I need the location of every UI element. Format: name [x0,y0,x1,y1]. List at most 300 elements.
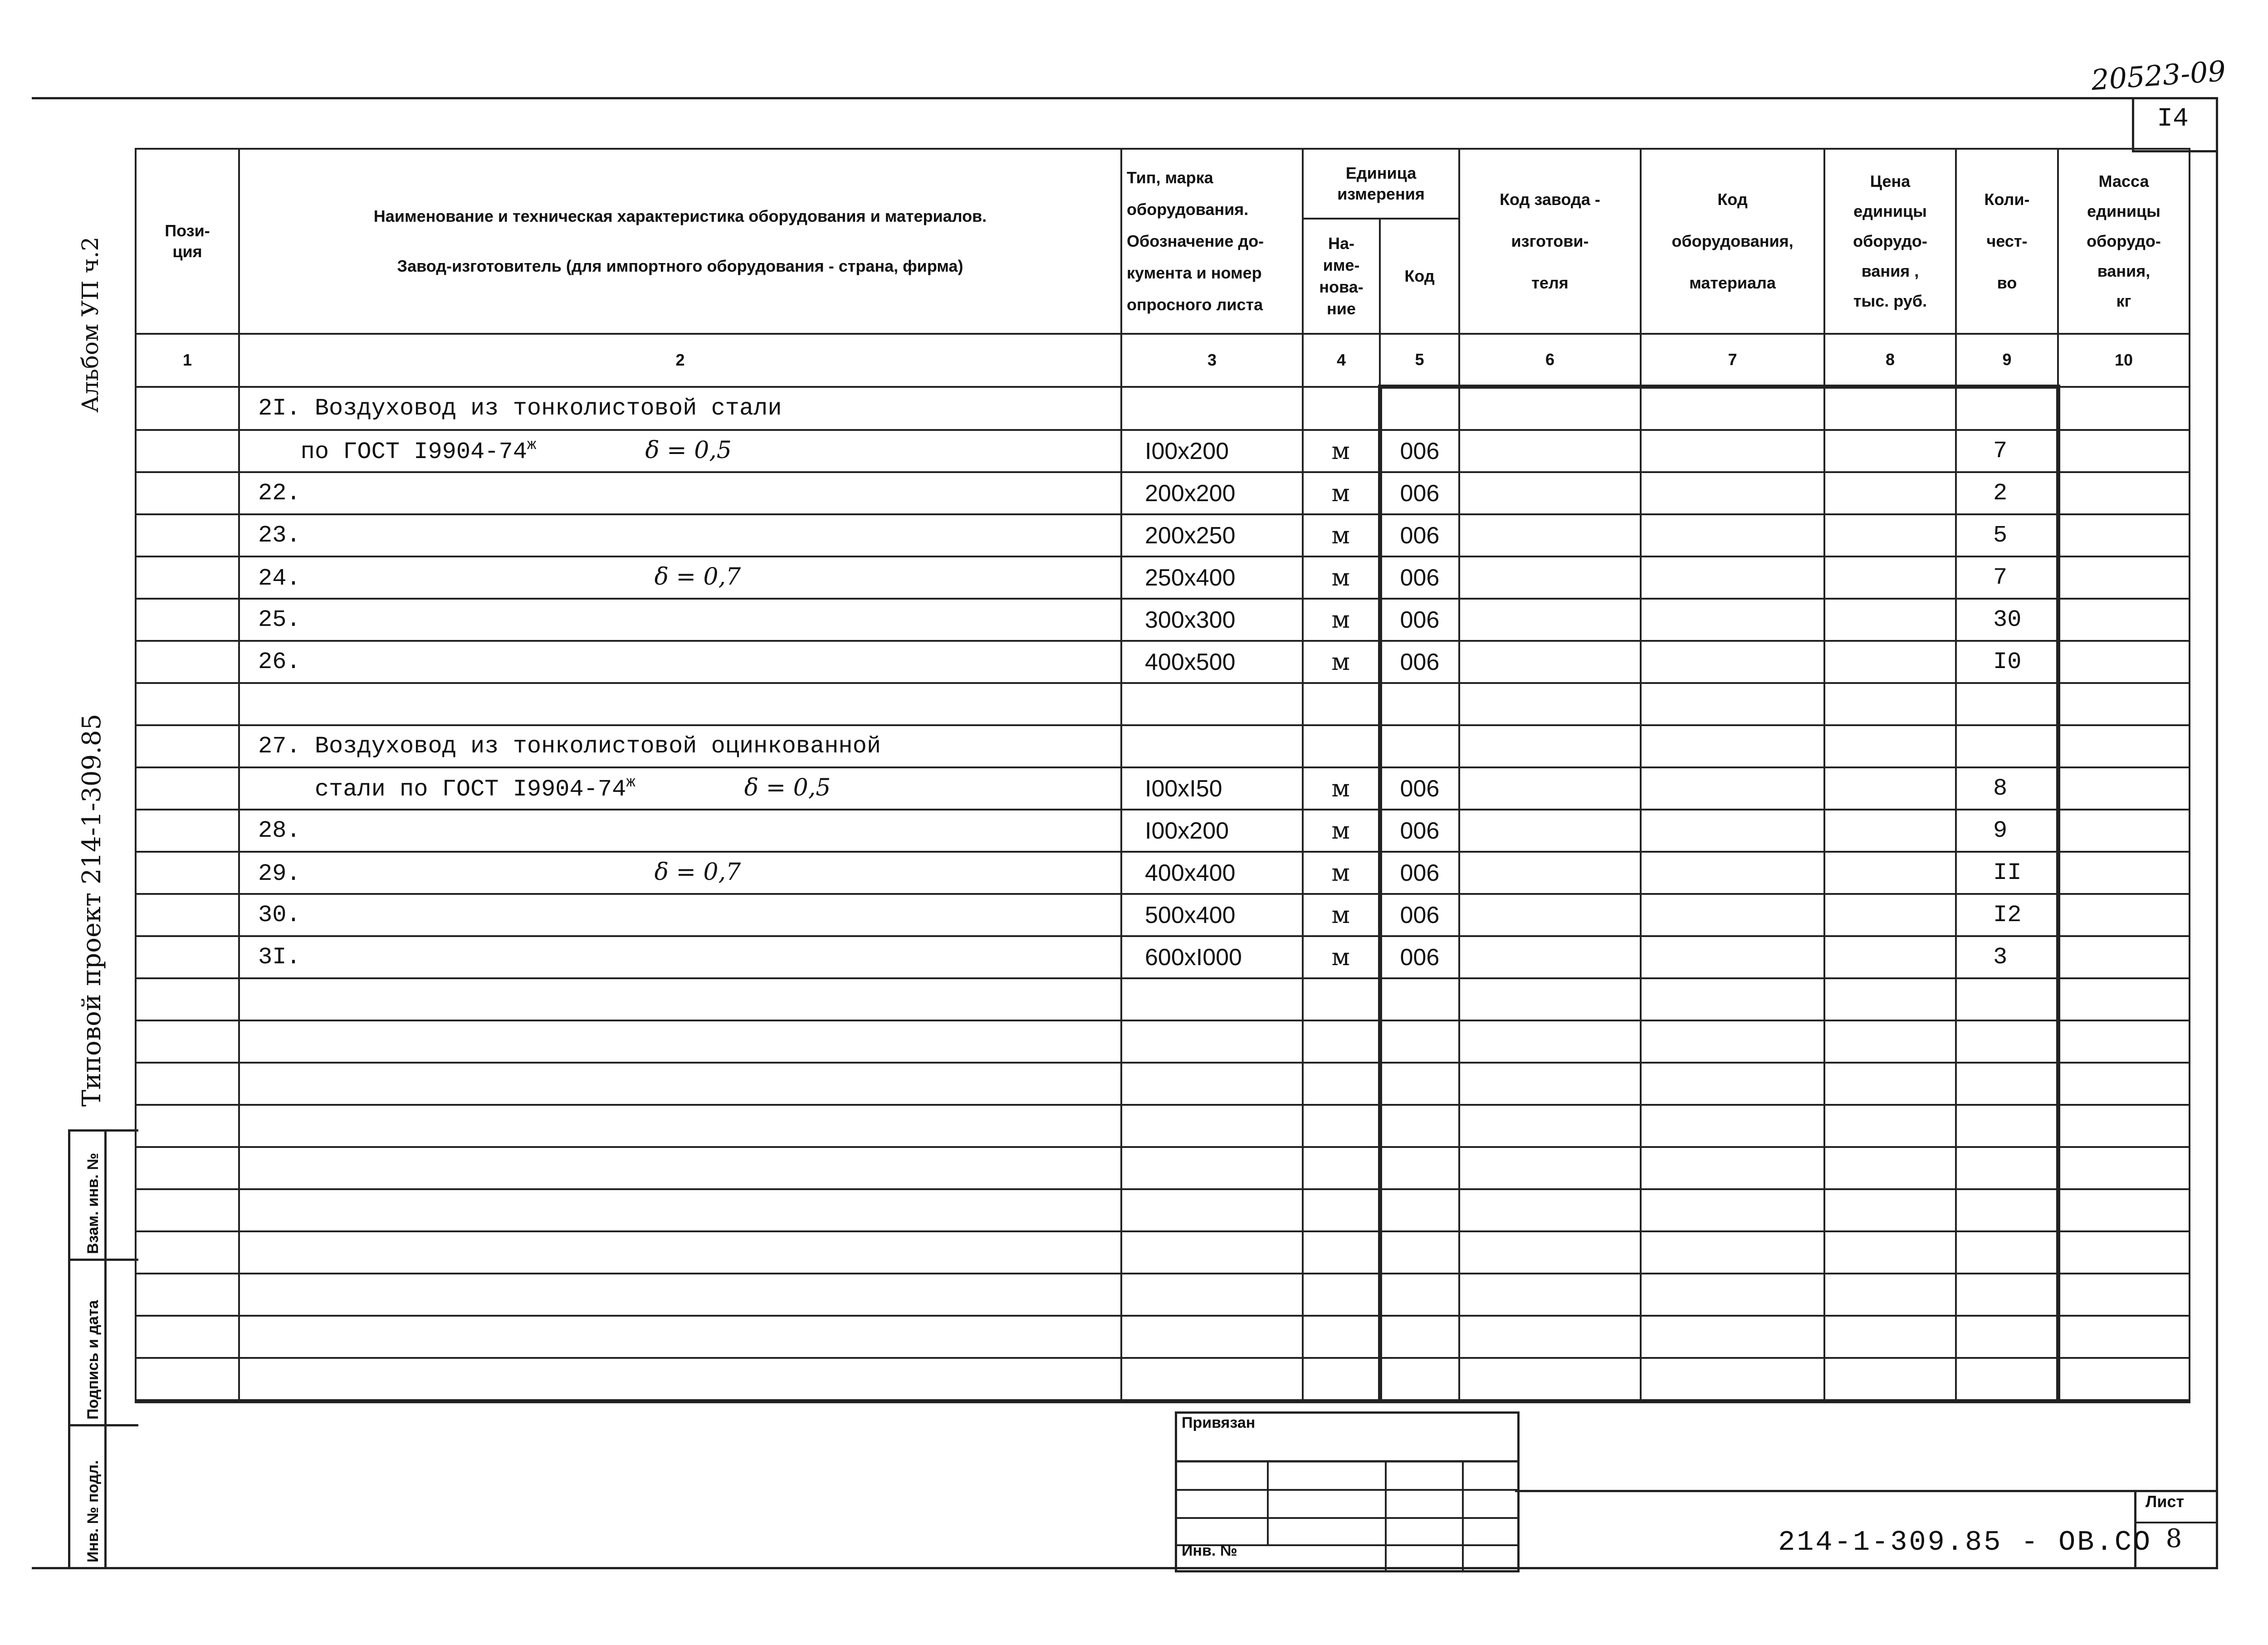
cell-name-text: 27. Воздуховод из тонколистовой оцинкованной [258,733,881,760]
header-unit-code [1380,219,1459,334]
cell-name-text: 23. [258,522,301,549]
cell-type [1121,1358,1303,1401]
cell-type [1121,387,1303,430]
cell-unit-code: 006 [1380,852,1459,894]
header-price [1824,149,1956,334]
cell-unit [1303,725,1380,767]
album-label: Альбом УП ч.2 [77,236,103,413]
cell-quantity [1956,1231,2058,1274]
cell-mass [2058,683,2190,725]
cell-mass [2058,556,2190,599]
cell-mass [2058,387,2190,430]
cell-quantity [1956,1274,2058,1316]
cell-price [1824,725,1956,767]
header-pos [136,149,239,334]
col-num-9: 9 [1956,334,2058,387]
cell-plant-code [1459,894,1641,936]
header-unit-name [1303,219,1380,334]
cell-unit-code [1380,1189,1459,1231]
title-block-line [1515,1490,2134,1492]
cell-thickness: δ = 0,7 [654,563,741,591]
cell-equip-code [1641,556,1824,599]
cell-quantity [1956,1316,2058,1358]
cell-unit: м [1303,556,1380,599]
cell-price [1824,1105,1956,1147]
header-name-text: Наименование и техническая характеристика оборудования и материалов. Завод-изготовитель (для импортного оборудования - страна, фирма) [373,207,987,275]
cell-plant-code [1459,1147,1641,1189]
cell-unit [1303,1189,1380,1231]
cell-name [239,1020,1121,1063]
header-plant-code-text: Код завода - изготови- теля [1500,190,1600,292]
table-row [136,514,2190,556]
cell-unit-code [1380,725,1459,767]
cell-unit-code [1380,387,1459,430]
cell-plant-code [1459,767,1641,810]
cell-type [1121,1231,1303,1274]
cell-unit [1303,1105,1380,1147]
cell-unit-code: 006 [1380,472,1459,514]
cell-quantity [1956,1020,2058,1063]
cell-price [1824,599,1956,641]
cell-type: 500x400 [1121,894,1303,936]
cell-position [136,387,239,430]
cell-unit [1303,1231,1380,1274]
cell-mass [2058,1231,2190,1274]
cell-position [136,1063,239,1105]
cell-name [239,514,1121,556]
cell-unit-code: 006 [1380,894,1459,936]
cell-price [1824,514,1956,556]
cell-position [136,725,239,767]
cell-mass [2058,810,2190,852]
col-num-2: 2 [239,334,1121,387]
cell-type: 600xI000 [1121,936,1303,978]
cell-price [1824,387,1956,430]
cell-type: I00x200 [1121,810,1303,852]
cell-unit: м [1303,430,1380,472]
cell-equip-code [1641,978,1824,1020]
cell-position [136,1231,239,1274]
cell-quantity: 7 [1956,556,2058,599]
cell-unit-code: 006 [1380,767,1459,810]
cell-position [136,1189,239,1231]
cell-position [136,810,239,852]
table-row [136,978,2190,1020]
header-unit-text: Единица измерения [1337,164,1425,203]
cell-plant-code [1459,936,1641,978]
cell-unit-code [1380,1358,1459,1401]
cell-price [1824,1063,1956,1105]
cell-position [136,514,239,556]
cell-unit: м [1303,936,1380,978]
cell-equip-code [1641,683,1824,725]
cell-type: I00x200 [1121,430,1303,472]
cell-equip-code [1641,1189,1824,1231]
header-name [239,149,1121,334]
cell-position [136,767,239,810]
cell-unit-code [1380,1274,1459,1316]
header-qty [1956,149,2058,334]
table-row [136,387,2190,430]
cell-type [1121,1063,1303,1105]
cell-unit [1303,1147,1380,1189]
cell-mass [2058,1358,2190,1401]
side-label-podpis: Подпись и дата [84,1300,102,1420]
cell-unit-code [1380,1063,1459,1105]
cell-equip-code [1641,599,1824,641]
table-row [136,767,2190,810]
cell-name [239,599,1121,641]
cell-type [1121,725,1303,767]
cell-unit-code: 006 [1380,936,1459,978]
table-row [136,683,2190,725]
header-pos-text: Пози- ция [165,221,210,261]
cell-type [1121,683,1303,725]
table-row [136,1105,2190,1147]
header-price-text: Цена единицы оборудо- вания , тыс. руб. [1853,172,1927,310]
cell-quantity: 5 [1956,514,2058,556]
cell-position [136,556,239,599]
cell-name [239,683,1121,725]
cell-name [239,472,1121,514]
cell-price [1824,1316,1956,1358]
cell-equip-code [1641,514,1824,556]
cell-unit-code [1380,1020,1459,1063]
col-num-8: 8 [1824,334,1956,387]
cell-unit [1303,1063,1380,1105]
cell-price [1824,894,1956,936]
cell-name-text: 3I. [258,944,301,971]
col-num-3: 3 [1121,334,1303,387]
cell-name [239,810,1121,852]
cell-mass [2058,1274,2190,1316]
cell-mass [2058,472,2190,514]
cell-position [136,1358,239,1401]
cell-unit [1303,1274,1380,1316]
cell-equip-code [1641,810,1824,852]
cell-quantity: II [1956,852,2058,894]
cell-mass [2058,1105,2190,1147]
cell-name-text: 22. [258,480,301,507]
cell-type [1121,978,1303,1020]
cell-name [239,1358,1121,1401]
cell-name-text: 2I. Воздуховод из тонколистовой стали [258,395,782,422]
cell-type: 300x300 [1121,599,1303,641]
cell-quantity: 30 [1956,599,2058,641]
col-num-6: 6 [1459,334,1641,387]
cell-mass [2058,852,2190,894]
table-row [136,556,2190,599]
cell-price [1824,683,1956,725]
frame-bottom-line [32,1567,2218,1569]
cell-mass [2058,894,2190,936]
cell-price [1824,472,1956,514]
cell-mass [2058,1316,2190,1358]
cell-name-superscript: ж [626,774,635,791]
cell-equip-code [1641,1105,1824,1147]
header-plant-code [1459,149,1641,334]
table-body [136,387,2190,1401]
header-type-text: Тип, марка оборудования. Обозначение до- кумента и номер опросного листа [1127,168,1264,314]
cell-quantity: I0 [1956,641,2058,683]
cell-equip-code [1641,1020,1824,1063]
col-num-10: 10 [2058,334,2190,387]
cell-price [1824,767,1956,810]
list-box-divider [2134,1522,2216,1523]
table-row [136,472,2190,514]
cell-name [239,430,1121,472]
cell-plant-code [1459,599,1641,641]
header-row [136,149,2190,219]
table-row [136,641,2190,683]
cell-quantity: 3 [1956,936,2058,978]
cell-price [1824,1189,1956,1231]
cell-name-text: стали по ГОСТ I9904-74 [258,776,626,803]
cell-name-text: 26. [258,649,301,675]
cell-type [1121,1274,1303,1316]
cell-unit [1303,1316,1380,1358]
cell-quantity [1956,725,2058,767]
cell-type: 200x250 [1121,514,1303,556]
header-mass-text: Масса единицы оборудо- вания, кг [2087,172,2161,310]
cell-name-text: 28. [258,817,301,844]
cell-unit: м [1303,599,1380,641]
cell-plant-code [1459,472,1641,514]
cell-type [1121,1020,1303,1063]
cell-plant-code [1459,978,1641,1020]
inv-label: Инв. № [1182,1542,1237,1559]
cell-quantity [1956,683,2058,725]
cell-plant-code [1459,1231,1641,1274]
col-num-5: 5 [1380,334,1459,387]
col-num-4: 4 [1303,334,1380,387]
cell-plant-code [1459,641,1641,683]
cell-plant-code [1459,430,1641,472]
table-row [136,1316,2190,1358]
header-qty-text: Коли- чест- во [1984,190,2030,292]
col-num-7: 7 [1641,334,1824,387]
cell-price [1824,852,1956,894]
cell-position [136,472,239,514]
cell-price [1824,1358,1956,1401]
cell-name [239,1231,1121,1274]
table-row [136,599,2190,641]
cell-equip-code [1641,894,1824,936]
cell-mass [2058,1063,2190,1105]
cell-name [239,936,1121,978]
cell-quantity: 2 [1956,472,2058,514]
cell-unit [1303,978,1380,1020]
cell-price [1824,430,1956,472]
cell-plant-code [1459,852,1641,894]
table-row [136,1063,2190,1105]
cell-type: 400x500 [1121,641,1303,683]
cell-name [239,852,1121,894]
table-row [136,1189,2190,1231]
cell-unit-code [1380,683,1459,725]
cell-quantity [1956,1063,2058,1105]
cell-mass [2058,767,2190,810]
sheet-number: I4 [2157,104,2189,134]
cell-mass [2058,514,2190,556]
cell-unit: м [1303,767,1380,810]
column-number-row [136,334,2190,387]
cell-mass [2058,978,2190,1020]
cell-position [136,1147,239,1189]
cell-equip-code [1641,430,1824,472]
cell-position [136,1316,239,1358]
table-row [136,894,2190,936]
cell-mass [2058,1020,2190,1063]
cell-plant-code [1459,1189,1641,1231]
cell-unit-code [1380,978,1459,1020]
cell-price [1824,556,1956,599]
cell-plant-code [1459,1063,1641,1105]
cell-unit-code [1380,1147,1459,1189]
cell-mass [2058,599,2190,641]
project-label: Типовой проект 214-1-309.85 [77,713,107,1107]
cell-unit: м [1303,894,1380,936]
cell-type [1121,1189,1303,1231]
side-label-vzam: Взам. инв. № [84,1152,102,1254]
cell-price [1824,1274,1956,1316]
cell-mass [2058,936,2190,978]
table-row [136,1274,2190,1316]
cell-unit-code [1380,1105,1459,1147]
cell-plant-code [1459,514,1641,556]
cell-name [239,1189,1121,1231]
cell-plant-code [1459,1020,1641,1063]
cell-unit: м [1303,641,1380,683]
cell-position [136,641,239,683]
cell-position [136,1105,239,1147]
cell-quantity: 9 [1956,810,2058,852]
cell-position [136,936,239,978]
cell-name-text: по ГОСТ I9904-74 [258,439,527,465]
cell-position [136,894,239,936]
cell-equip-code [1641,1358,1824,1401]
table-row [136,1147,2190,1189]
frame-top-line [32,97,2218,99]
privyazan-label: Привязан [1182,1414,1256,1431]
cell-plant-code [1459,1316,1641,1358]
cell-equip-code [1641,852,1824,894]
cell-unit-code: 006 [1380,599,1459,641]
cell-position [136,683,239,725]
cell-name-text: 29. [258,860,301,887]
cell-quantity: 8 [1956,767,2058,810]
cell-unit [1303,683,1380,725]
cell-plant-code [1459,387,1641,430]
header-unit-name-text: На- име- нова- ние [1319,234,1364,318]
cell-thickness: δ = 0,7 [654,859,741,886]
cell-unit-code: 006 [1380,810,1459,852]
cell-unit-code: 006 [1380,514,1459,556]
cell-unit: м [1303,514,1380,556]
cell-unit: м [1303,852,1380,894]
frame-right-line [2216,97,2218,1569]
cell-quantity: I2 [1956,894,2058,936]
cell-equip-code [1641,1274,1824,1316]
cell-name [239,556,1121,599]
table-row [136,1358,2190,1401]
cell-quantity [1956,978,2058,1020]
cell-type [1121,1105,1303,1147]
cell-position [136,430,239,472]
cell-price [1824,641,1956,683]
header-equip-code-text: Код оборудования, материала [1672,190,1794,292]
cell-equip-code [1641,387,1824,430]
cell-name [239,894,1121,936]
cell-unit-code: 006 [1380,556,1459,599]
cell-equip-code [1641,641,1824,683]
cell-name [239,641,1121,683]
cell-name-text: 25. [258,606,301,633]
cell-name [239,1316,1121,1358]
side-label-inv: Инв. № подл. [84,1460,102,1562]
cell-unit [1303,1358,1380,1401]
cell-type: 400x400 [1121,852,1303,894]
table-row [136,1231,2190,1274]
cell-name [239,725,1121,767]
cell-quantity: 7 [1956,430,2058,472]
cell-unit [1303,387,1380,430]
cell-type [1121,1147,1303,1189]
cell-name [239,1274,1121,1316]
cell-unit: м [1303,810,1380,852]
cell-equip-code [1641,1316,1824,1358]
list-label: Лист [2146,1492,2185,1511]
cell-plant-code [1459,1358,1641,1401]
cell-unit-code: 006 [1380,641,1459,683]
side-cell-vzam [70,1132,138,1261]
cell-plant-code [1459,1274,1641,1316]
cell-position [136,599,239,641]
side-cell-inv [70,1426,138,1567]
cell-unit-code: 006 [1380,430,1459,472]
cell-equip-code [1641,725,1824,767]
cell-name [239,978,1121,1020]
document-code: 214-1-309.85 - ОВ.СО [1778,1526,2152,1558]
cell-equip-code [1641,936,1824,978]
archive-number: 20523-09 [2090,54,2227,97]
cell-unit [1303,1020,1380,1063]
cell-unit-code [1380,1316,1459,1358]
cell-equip-code [1641,1063,1824,1105]
header-unit-code-text: Код [1404,267,1435,285]
cell-mass [2058,725,2190,767]
cell-quantity [1956,1189,2058,1231]
cell-thickness: δ = 0,5 [645,437,732,464]
table-row [136,810,2190,852]
cell-price [1824,1147,1956,1189]
cell-equip-code [1641,767,1824,810]
cell-mass [2058,430,2190,472]
cell-equip-code [1641,1147,1824,1189]
table-row [136,1020,2190,1063]
cell-unit-code [1380,1231,1459,1274]
table-row [136,936,2190,978]
table-row [136,725,2190,767]
cell-plant-code [1459,1105,1641,1147]
cell-mass [2058,641,2190,683]
cell-name [239,1105,1121,1147]
cell-name-text: 30. [258,902,301,928]
cell-type: 250x400 [1121,556,1303,599]
cell-position [136,852,239,894]
list-number: 8 [2165,1524,2182,1553]
cell-equip-code [1641,1231,1824,1274]
